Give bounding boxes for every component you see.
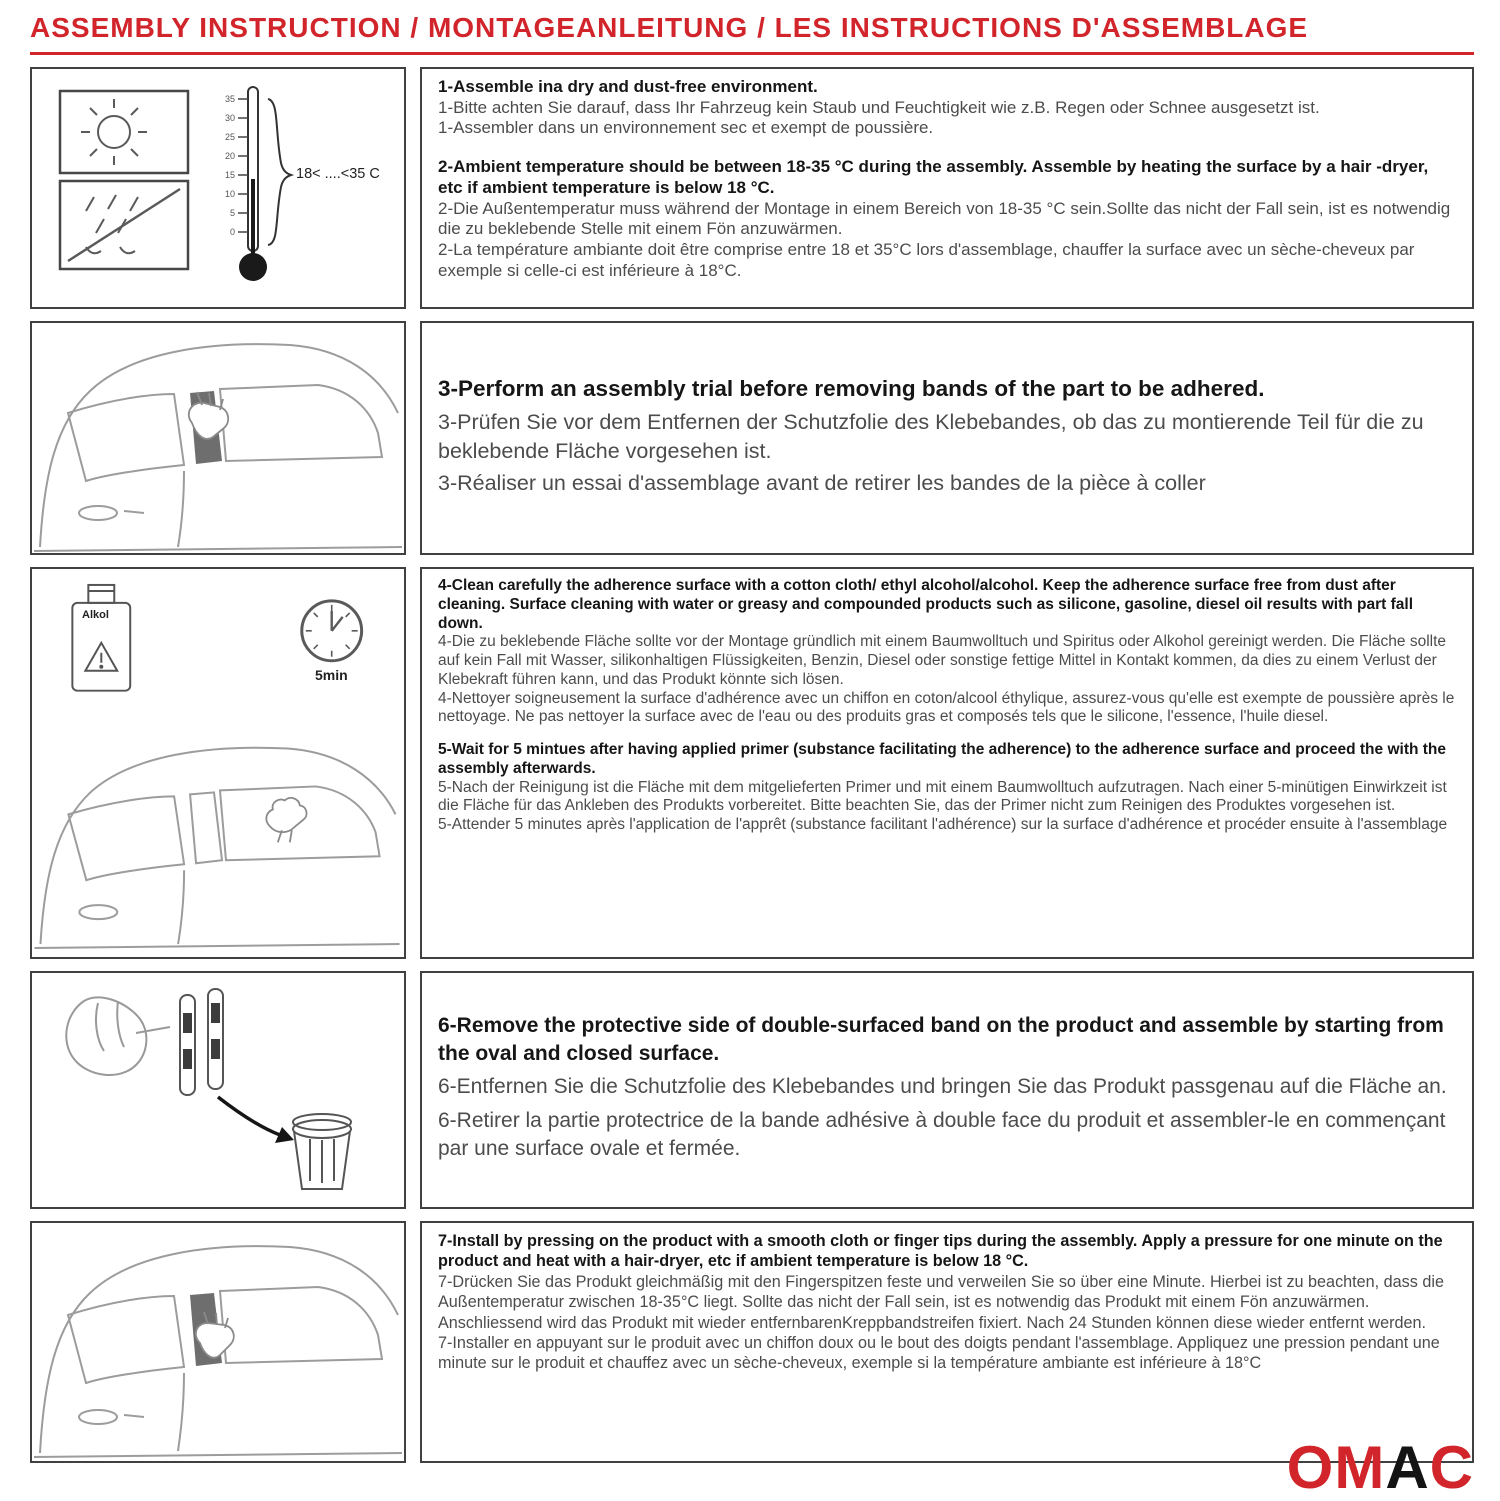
instruction-paragraph: 3-Réaliser un essai d'assemblage avant de retirer les bandes de la pièce à coller (438, 471, 1206, 496)
title-underline (30, 52, 1474, 55)
section-assembly-trial (30, 321, 1474, 555)
svg-text:5: 5 (229, 208, 235, 218)
sun-icon (81, 99, 147, 165)
illustration-remove-band (30, 971, 406, 1209)
instruction-paragraph: 4-Nettoyer soigneusement la surface d'adhérence avec un chiffon en coton/alcool éthylique, assurez-vous qu'elle est exempte de poussière après le nettoyage. Ne pas nettoyer la surface avec de l'eau ou des produits gras et composés tels que le silicone, l'essence, l'huile diesel. (438, 689, 1455, 726)
instruction-paragraph: 7-Drücken Sie das Produkt gleichmäßig mit den Fingerspitzen feste und verweilen Sie so über eine Minute. Hierbei ist zu beachten, dass die Außentemperatur zwischen 18-35°C liegt. Sollte das nicht der Fall sein, ist es notwendig das Produkt mit einem Fön anzuwärmen. Anschliessend wird das Produkt mit wieder entfernbarenKreppbandstreifen fixiert. Nach 24 Stunden können diese wieder entfernt werden. (438, 1272, 1444, 1332)
arrow-icon (218, 1097, 294, 1143)
illustration-press-install (30, 1221, 406, 1463)
instruction-paragraph: 3-Prüfen Sie vor dem Entfernen der Schutzfolie des Klebebandes, ob das zu montierende Teil für die zu beklebende Fläche vorgesehen ist. (438, 409, 1424, 463)
instruction-paragraph: 2-Ambient temperature should be between 18-35 °C during the assembly. Assemble by heating the surface by a hair -dryer, etc if ambient temperature is below 18 °C. (438, 157, 1429, 197)
logo-letters-om: OM (1286, 1434, 1386, 1501)
adhesive-strips-icon (180, 989, 223, 1095)
section-press-install (30, 1221, 1474, 1463)
logo-letter-a: A (1385, 1434, 1430, 1501)
page-title: ASSEMBLY INSTRUCTION / MONTAGEANLEITUNG / LES INSTRUCTIONS D'ASSEMBLAGE (30, 12, 1309, 43)
section-environment (30, 67, 1474, 309)
svg-text:0: 0 (229, 227, 235, 237)
instruction-paragraph: 4-Die zu beklebende Fläche sollte vor der Montage gründlich mit einem Baumwolltuch und Spiritus oder Alkohol gereinigt werden. Die Fläche sollte auf kein Fall mit Wasser, silikonhaltigen Flüssigkeiten, Benzin, Diesel oder sonstige fettige Mittel in Kontakt kommen, da dies zu einem Verlust der Klebekraft führen kann, und das Produkt könnte sich lösen. (438, 633, 1447, 688)
cleaning-illustration-svg (32, 569, 404, 957)
press-illustration-svg (32, 1223, 404, 1461)
hand-cloth-icon (266, 798, 306, 842)
svg-text:15: 15 (224, 170, 235, 180)
svg-text:35: 35 (224, 94, 235, 104)
clock-icon (302, 601, 362, 661)
instruction-paragraph: 7-Install by pressing on the product with a smooth cloth or finger tips during the assembly. Apply a pressure for one minute on the product and heat with a hair-dryer, etc if ambient temperature is below 18 °C. (438, 1232, 1443, 1271)
illustration-assembly-trial (30, 321, 406, 555)
temperature-range-label: 18< ....<35 C (296, 166, 380, 182)
thermometer-icon (225, 87, 291, 281)
instruction-paragraph: 2-Die Außentemperatur muss während der Montage in einem Bereich von 18-35 °C sein.Sollte das nicht der Fall sein, ist es notwendig die zu beklebende Stelle mit einem Fön anzuwärmen. (438, 198, 1451, 239)
environment-illustration-svg (32, 69, 404, 307)
trash-can-icon (293, 1114, 351, 1189)
section-remove-band (30, 971, 1474, 1209)
hand-peeling-icon (66, 997, 170, 1075)
instruction-paragraph: 1-Assemble ina dry and dust-free environment. (438, 77, 818, 96)
remove-band-illustration-svg (32, 973, 404, 1207)
omac-logo (1286, 1434, 1474, 1501)
instruction-paragraph: 1-Bitte achten Sie darauf, dass Ihr Fahrzeug kein Staub und Feuchtigkeit wie z.B. Regen oder Schnee ausgesetzt ist. (438, 97, 1320, 117)
instructions-step-4-5 (420, 567, 1474, 959)
brace-shape (268, 99, 291, 245)
instruction-paragraph: 5-Wait for 5 mintues after having applied primer (substance facilitating the adherence) to the adherence surface and proceed the with the assembly afterwards. (438, 741, 1446, 777)
svg-text:20: 20 (224, 151, 235, 161)
instruction-paragraph: 6-Remove the protective side of double-surfaced band on the product and assemble by starting from the oval and closed surface. (438, 1013, 1444, 1065)
car-outline (34, 748, 399, 948)
instruction-paragraph: 5-Attender 5 minutes après l'application de l'apprêt (substance facilitant l'adhérence) sur la surface d'adhérence et procéder ensuite à l'assemblage (438, 816, 1448, 833)
instruction-paragraph: 1-Assembler dans un environnement sec et exempt de poussière. (438, 118, 934, 138)
no-rain-icon (68, 189, 180, 261)
instruction-paragraph: 5-Nach der Reinigung ist die Fläche mit dem mitgelieferten Primer und mit einem Baumwolltuch aufzutragen. Nach einer 5-minütigen Einwirkzeit ist die Fläche für das Ankleben des Produkts vorbereitet. Bitte beachten Sie, das der Primer nicht zum Reinigen des Produktes vorgesehen ist. (438, 778, 1447, 815)
instruction-paragraph: 2-La température ambiante doit être comprise entre 18 et 35°C lors d'assemblage, chauffer la surface avec un sèche-cheveux par exemple si celle-ci est inférieure à 18°C. (438, 240, 1415, 280)
instructions-step-7 (420, 1221, 1474, 1463)
instruction-paragraph: 6-Retirer la partie protectrice de la bande adhésive à double face du produit et assembler-le en commençant par une surface ovale et fermée. (438, 1108, 1446, 1161)
svg-text:30: 30 (224, 113, 235, 123)
bottle-label: Alkol (82, 609, 109, 621)
instruction-paragraph: 7-Installer en appuyant sur le produit avec un chiffon doux ou le bout des doigts pendant l'assemblage. Appliquez une pression pendant une minute sur le produit et chauffez avec un sèche-cheveux, exemple si la température ambiante est inférieure à 18°C (438, 1334, 1440, 1373)
alcohol-bottle-icon (72, 585, 130, 691)
illustration-cleaning (30, 567, 406, 959)
instruction-paragraph: 4-Clean carefully the adherence surface with a cotton cloth/ ethyl alcohol/alcohol. Keep the adherence surface free from dust after cleaning. Surface cleaning with water or greasy and compounded products such as silicone, gasoline, diesel oil results with part fall down. (438, 577, 1414, 632)
svg-text:10: 10 (224, 189, 235, 199)
car-pillar-illustration-svg (32, 323, 404, 553)
instructions-step-6 (420, 971, 1474, 1209)
section-cleaning-primer (30, 567, 1474, 959)
instructions-step-3 (420, 321, 1474, 555)
svg-text:25: 25 (224, 132, 235, 142)
instructions-step-1-2 (420, 67, 1474, 309)
logo-letter-c: C (1429, 1434, 1474, 1501)
illustration-environment (30, 67, 406, 309)
clock-duration-label: 5min (315, 667, 348, 683)
instruction-paragraph: 3-Perform an assembly trial before removing bands of the part to be adhered. (438, 375, 1265, 401)
instruction-paragraph: 6-Entfernen Sie die Schutzfolie des Klebebandes und bringen Sie das Produkt passgenau auf die Fläche an. (438, 1075, 1447, 1099)
